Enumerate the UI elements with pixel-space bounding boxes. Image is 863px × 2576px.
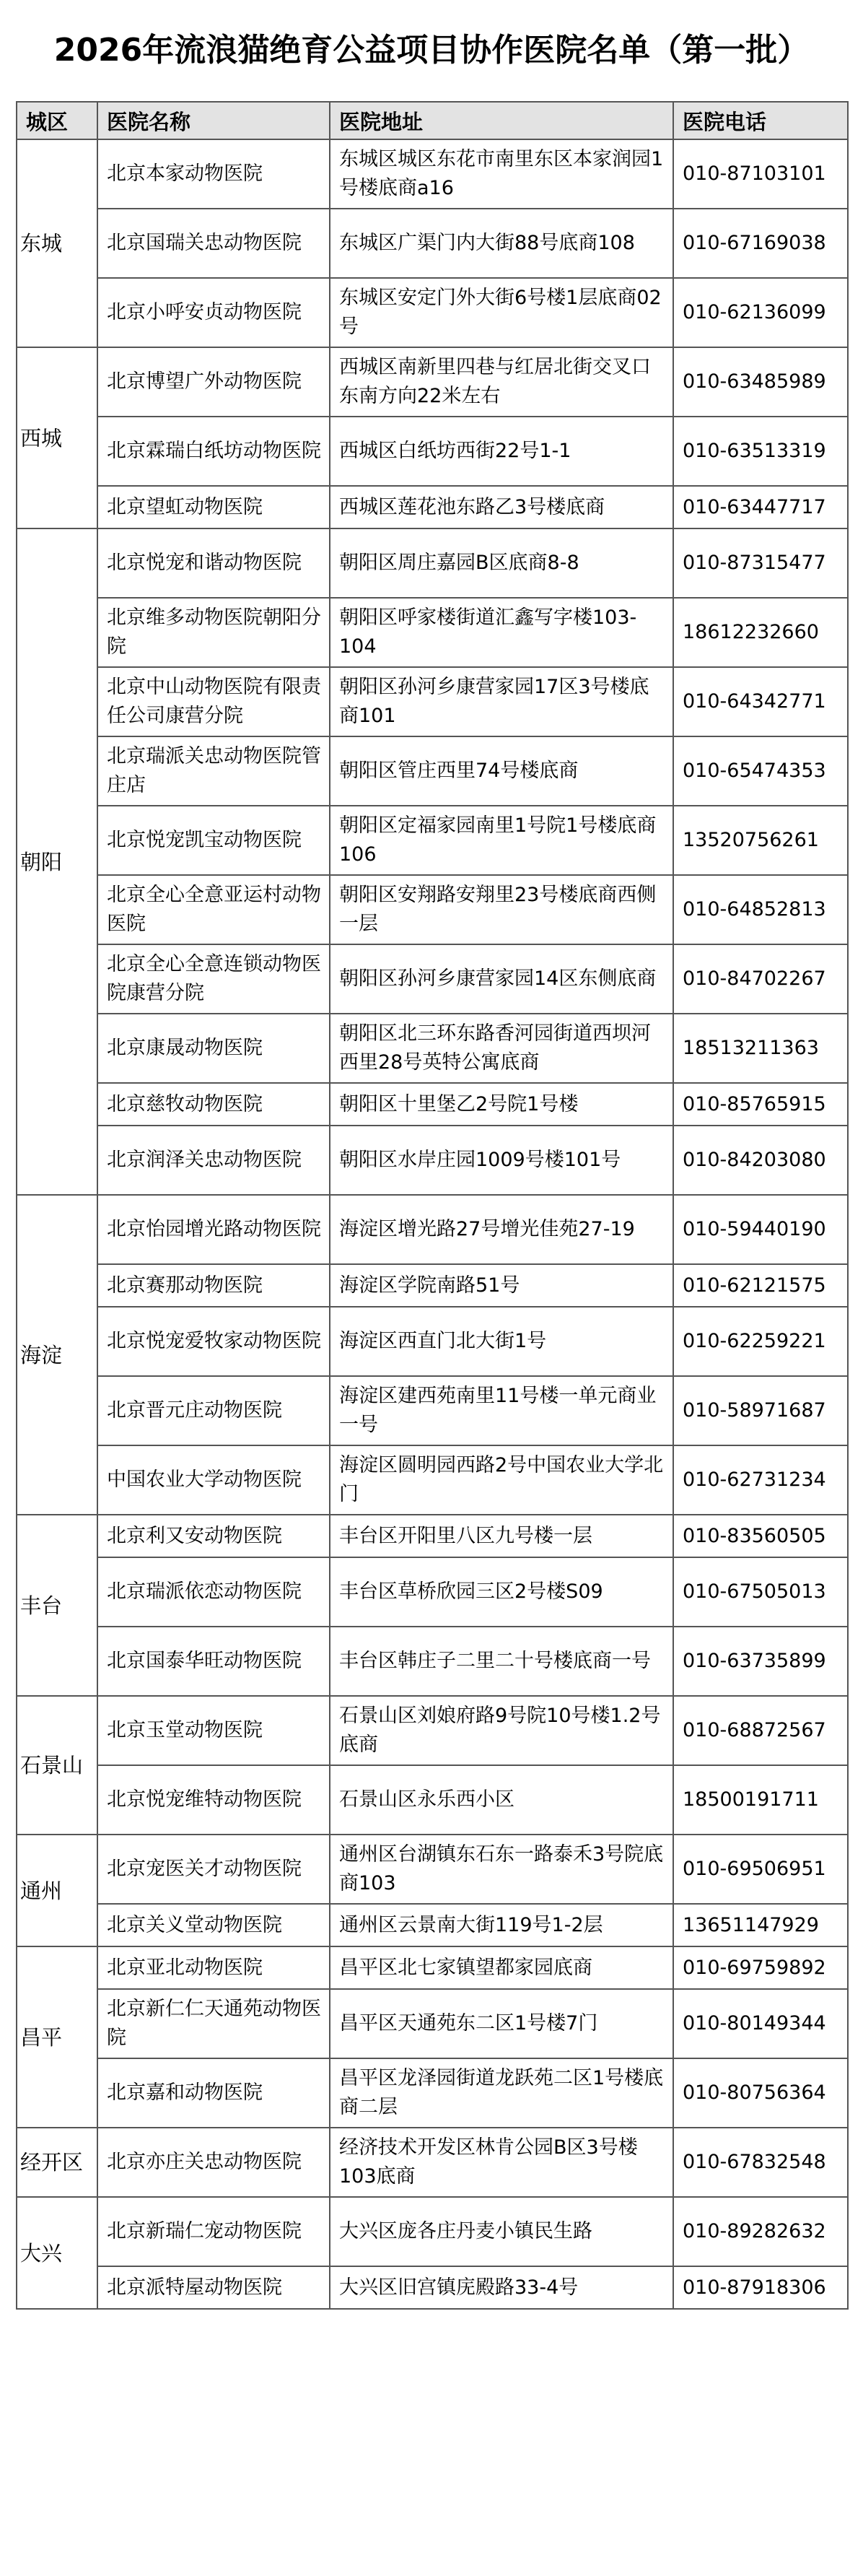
hospital-phone: 18513211363 — [673, 1014, 848, 1083]
hospital-name: 北京瑞派关忠动物医院管庄店 — [97, 736, 330, 806]
hospital-name: 北京亚北动物医院 — [97, 1946, 330, 1989]
hospital-address: 经济技术开发区林肯公园B区3号楼103底商 — [330, 2128, 673, 2197]
hospital-address: 东城区广渠门内大街88号底商108 — [330, 209, 673, 278]
hospital-phone: 010-59440190 — [673, 1195, 848, 1264]
table-row — [17, 1946, 848, 1989]
hospital-address: 大兴区庞各庄丹麦小镇民生路 — [330, 2197, 673, 2266]
table-row — [17, 598, 848, 667]
hospital-phone: 010-62136099 — [673, 278, 848, 347]
table-row — [17, 1445, 848, 1515]
hospital-phone: 010-87918306 — [673, 2266, 848, 2309]
hospital-phone: 010-69759892 — [673, 1946, 848, 1989]
hospital-name: 北京晋元庄动物医院 — [97, 1376, 330, 1445]
hospital-address: 海淀区学院南路51号 — [330, 1264, 673, 1307]
table-row — [17, 2128, 848, 2197]
hospital-name: 北京玉堂动物医院 — [97, 1696, 330, 1765]
hospital-phone: 010-64852813 — [673, 875, 848, 944]
hospital-phone: 010-67505013 — [673, 1557, 848, 1627]
hospital-address: 朝阳区十里堡乙2号院1号楼 — [330, 1083, 673, 1126]
hospital-phone: 010-67169038 — [673, 209, 848, 278]
hospital-address: 朝阳区孙河乡康营家园14区东侧底商 — [330, 944, 673, 1014]
hospital-phone: 13520756261 — [673, 806, 848, 875]
hospital-address: 朝阳区安翔路安翔里23号楼底商西侧一层 — [330, 875, 673, 944]
header-district: 城区 — [17, 102, 97, 139]
hospital-address: 通州区台湖镇东石东一路泰禾3号院底商103 — [330, 1835, 673, 1904]
hospital-phone: 010-62731234 — [673, 1445, 848, 1515]
hospital-address: 石景山区永乐西小区 — [330, 1765, 673, 1835]
hospital-phone: 010-80756364 — [673, 2058, 848, 2128]
hospital-address: 朝阳区北三环东路香河园街道西坝河西里28号英特公寓底商 — [330, 1014, 673, 1083]
header-address: 医院地址 — [330, 102, 673, 139]
table-row — [17, 806, 848, 875]
header-hospital-name: 医院名称 — [97, 102, 330, 139]
hospital-address: 朝阳区定福家园南里1号院1号楼底商106 — [330, 806, 673, 875]
hospital-name: 北京维多动物医院朝阳分院 — [97, 598, 330, 667]
hospital-name: 北京慈牧动物医院 — [97, 1083, 330, 1126]
hospital-name: 北京赛那动物医院 — [97, 1264, 330, 1307]
district-cell: 朝阳 — [17, 528, 97, 1195]
hospital-phone: 010-63485989 — [673, 347, 848, 417]
hospital-phone: 010-68872567 — [673, 1696, 848, 1765]
hospital-address: 朝阳区呼家楼街道汇鑫写字楼103-104 — [330, 598, 673, 667]
table-row — [17, 1014, 848, 1083]
hospital-phone: 010-64342771 — [673, 667, 848, 736]
table-row — [17, 347, 848, 417]
hospital-address: 海淀区增光路27号增光佳苑27-19 — [330, 1195, 673, 1264]
hospital-address: 东城区安定门外大街6号楼1层底商02号 — [330, 278, 673, 347]
hospital-phone: 18612232660 — [673, 598, 848, 667]
hospital-phone: 010-85765915 — [673, 1083, 848, 1126]
hospital-address: 昌平区北七家镇望都家园底商 — [330, 1946, 673, 1989]
hospital-address: 石景山区刘娘府路9号院10号楼1.2号底商 — [330, 1696, 673, 1765]
table-row — [17, 944, 848, 1014]
hospital-phone: 010-87315477 — [673, 528, 848, 598]
hospital-address: 通州区云景南大街119号1-2层 — [330, 1904, 673, 1946]
hospital-phone: 18500191711 — [673, 1765, 848, 1835]
hospital-phone: 010-89282632 — [673, 2197, 848, 2266]
hospital-phone: 010-80149344 — [673, 1989, 848, 2058]
hospital-address: 海淀区圆明园西路2号中国农业大学北门 — [330, 1445, 673, 1515]
hospital-address: 昌平区天通苑东二区1号楼7门 — [330, 1989, 673, 2058]
hospital-name: 北京全心全意连锁动物医院康营分院 — [97, 944, 330, 1014]
table-row — [17, 1515, 848, 1557]
hospital-address: 朝阳区孙河乡康营家园17区3号楼底商101 — [330, 667, 673, 736]
hospital-name: 北京新仁仁天通苑动物医院 — [97, 1989, 330, 2058]
table-header-row — [17, 102, 848, 139]
hospital-name: 北京派特屋动物医院 — [97, 2266, 330, 2309]
hospital-name: 北京亦庄关忠动物医院 — [97, 2128, 330, 2197]
hospital-phone: 010-63447717 — [673, 486, 848, 528]
district-cell: 经开区 — [17, 2128, 97, 2197]
hospital-phone: 13651147929 — [673, 1904, 848, 1946]
hospital-phone: 010-67832548 — [673, 2128, 848, 2197]
district-cell: 石景山 — [17, 1696, 97, 1835]
table-row — [17, 1557, 848, 1627]
hospital-phone: 010-63513319 — [673, 417, 848, 486]
table-row — [17, 875, 848, 944]
hospital-name: 北京关义堂动物医院 — [97, 1904, 330, 1946]
district-cell: 西城 — [17, 347, 97, 528]
hospital-name: 北京悦宠凯宝动物医院 — [97, 806, 330, 875]
hospital-address: 大兴区旧宫镇庑殿路33-4号 — [330, 2266, 673, 2309]
table-row — [17, 417, 848, 486]
table-row — [17, 278, 848, 347]
hospital-address: 丰台区开阳里八区九号楼一层 — [330, 1515, 673, 1557]
table-row — [17, 1264, 848, 1307]
hospital-table — [16, 101, 849, 2310]
district-cell: 海淀 — [17, 1195, 97, 1515]
hospital-name: 北京康晟动物医院 — [97, 1014, 330, 1083]
hospital-name: 北京望虹动物医院 — [97, 486, 330, 528]
hospital-name: 北京悦宠和谐动物医院 — [97, 528, 330, 598]
district-cell: 东城 — [17, 139, 97, 347]
hospital-name: 北京霖瑞白纸坊动物医院 — [97, 417, 330, 486]
table-row — [17, 736, 848, 806]
table-row — [17, 1696, 848, 1765]
table-row — [17, 1835, 848, 1904]
hospital-name: 北京悦宠爱牧家动物医院 — [97, 1307, 330, 1376]
hospital-name: 北京国瑞关忠动物医院 — [97, 209, 330, 278]
hospital-name: 北京小呼安贞动物医院 — [97, 278, 330, 347]
hospital-name: 中国农业大学动物医院 — [97, 1445, 330, 1515]
hospital-address: 丰台区韩庄子二里二十号楼底商一号 — [330, 1627, 673, 1696]
table-row — [17, 1307, 848, 1376]
table-row — [17, 2266, 848, 2309]
hospital-phone: 010-87103101 — [673, 139, 848, 209]
hospital-name: 北京中山动物医院有限责任公司康营分院 — [97, 667, 330, 736]
table-row — [17, 1989, 848, 2058]
hospital-name: 北京润泽关忠动物医院 — [97, 1126, 330, 1195]
hospital-phone: 010-63735899 — [673, 1627, 848, 1696]
table-row — [17, 139, 848, 209]
district-cell: 昌平 — [17, 1946, 97, 2128]
district-cell: 大兴 — [17, 2197, 97, 2309]
hospital-name: 北京嘉和动物医院 — [97, 2058, 330, 2128]
hospital-name: 北京本家动物医院 — [97, 139, 330, 209]
table-row — [17, 1195, 848, 1264]
hospital-phone: 010-62259221 — [673, 1307, 848, 1376]
hospital-address: 西城区莲花池东路乙3号楼底商 — [330, 486, 673, 528]
hospital-phone: 010-84203080 — [673, 1126, 848, 1195]
hospital-address: 丰台区草桥欣园三区2号楼S09 — [330, 1557, 673, 1627]
header-phone: 医院电话 — [673, 102, 848, 139]
hospital-address: 朝阳区水岸庄园1009号楼101号 — [330, 1126, 673, 1195]
hospital-address: 朝阳区管庄西里74号楼底商 — [330, 736, 673, 806]
hospital-address: 昌平区龙泽园街道龙跃苑二区1号楼底商二层 — [330, 2058, 673, 2128]
hospital-name: 北京国泰华旺动物医院 — [97, 1627, 330, 1696]
hospital-name: 北京悦宠维特动物医院 — [97, 1765, 330, 1835]
hospital-name: 北京利又安动物医院 — [97, 1515, 330, 1557]
hospital-phone: 010-65474353 — [673, 736, 848, 806]
district-cell: 丰台 — [17, 1515, 97, 1696]
table-row — [17, 1904, 848, 1946]
table-row — [17, 1376, 848, 1445]
hospital-address: 海淀区西直门北大街1号 — [330, 1307, 673, 1376]
hospital-phone: 010-58971687 — [673, 1376, 848, 1445]
hospital-phone: 010-84702267 — [673, 944, 848, 1014]
hospital-name: 北京博望广外动物医院 — [97, 347, 330, 417]
hospital-address: 西城区南新里四巷与红居北街交叉口东南方向22米左右 — [330, 347, 673, 417]
table-row — [17, 1083, 848, 1126]
table-row — [17, 486, 848, 528]
hospital-name: 北京怡园增光路动物医院 — [97, 1195, 330, 1264]
table-row — [17, 1627, 848, 1696]
hospital-name: 北京瑞派依恋动物医院 — [97, 1557, 330, 1627]
hospital-address: 海淀区建西苑南里11号楼一单元商业一号 — [330, 1376, 673, 1445]
table-row — [17, 1126, 848, 1195]
table-row — [17, 1765, 848, 1835]
district-cell: 通州 — [17, 1835, 97, 1946]
hospital-phone: 010-69506951 — [673, 1835, 848, 1904]
table-row — [17, 2058, 848, 2128]
table-row — [17, 209, 848, 278]
page-title: 2026年流浪猫绝育公益项目协作医院名单（第一批） — [53, 32, 810, 69]
hospital-name: 北京宠医关才动物医院 — [97, 1835, 330, 1904]
hospital-phone: 010-62121575 — [673, 1264, 848, 1307]
hospital-address: 朝阳区周庄嘉园B区底商8-8 — [330, 528, 673, 598]
hospital-name: 北京新瑞仁宠动物医院 — [97, 2197, 330, 2266]
hospital-name: 北京全心全意亚运村动物医院 — [97, 875, 330, 944]
hospital-phone: 010-83560505 — [673, 1515, 848, 1557]
table-row — [17, 667, 848, 736]
hospital-address: 东城区城区东花市南里东区本家润园1号楼底商a16 — [330, 139, 673, 209]
table-row — [17, 2197, 848, 2266]
table-row — [17, 528, 848, 598]
hospital-address: 西城区白纸坊西街22号1-1 — [330, 417, 673, 486]
